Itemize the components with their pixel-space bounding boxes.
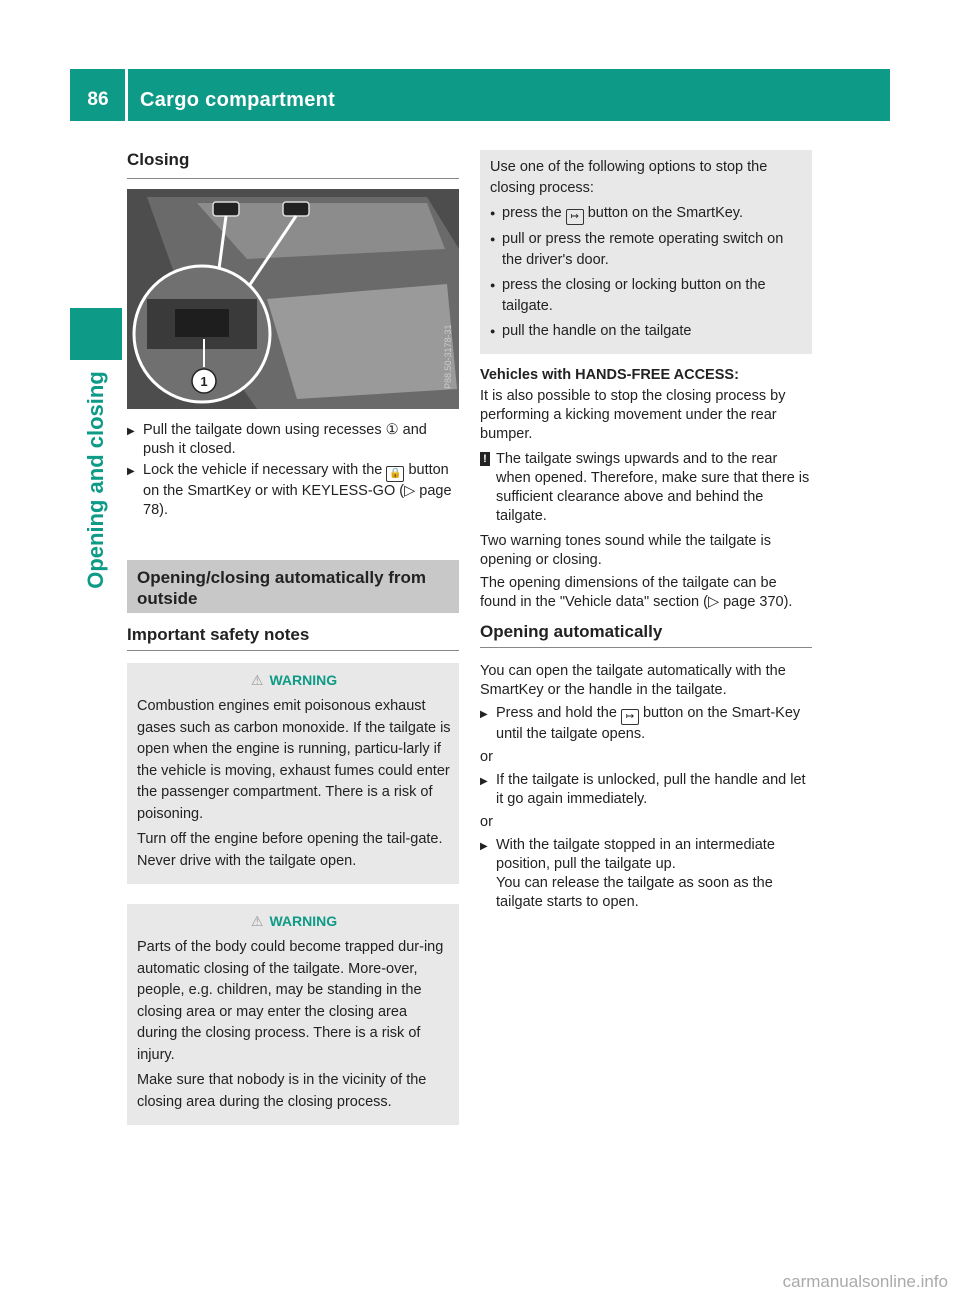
step-pull-tailgate-up: ▶ With the tailgate stopped in an intermediate position, pull the tailgate up. <box>480 836 812 874</box>
image-callout: 1 <box>200 374 208 389</box>
stop-options-box: Use one of the following options to stop the closing process: ● press the ↦ button on the SmartKey. ● pull or press the remote operating switch on the driver's door. ● press the closing or locking button on the tailgate. ● pull the handle on the tailgate <box>480 150 812 354</box>
right-column <box>480 150 812 912</box>
option-smartkey: ● press the ↦ button on the SmartKey. <box>490 203 802 225</box>
or-separator: or <box>480 814 493 830</box>
step-lock-vehicle: ▶ Lock the vehicle if necessary with the 🔒 button on the SmartKey or with KEYLESS-GO (▷ page 78). <box>127 461 459 520</box>
opening-automatically-heading: Opening automatically <box>480 622 812 648</box>
page-title: Cargo compartment <box>140 89 336 111</box>
warning-triangle-icon: ⚠ <box>250 913 264 929</box>
warning-box-2: ⚠ WARNING Parts of the body could become trapped dur-ing automatic closing of the tailgate. More-over, people, e.g. children, may be standing in the closing area or may enter the closing area during the closing process. There is a risk of injury. Make sure that nobody is in the vicinity of the closing area during the closing process. <box>127 904 459 1125</box>
option-remote-switch: ● pull or press the remote operating switch on the driver's door. <box>490 229 802 271</box>
note-clearance: ! The tailgate swings upwards and to the rear when opened. Therefore, make sure that there is sufficient clearance above and behind the tailgate. <box>480 450 812 526</box>
warning-tones-text: Two warning tones sound while the tailgate is opening or closing. <box>480 533 771 568</box>
trunk-key-icon: ↦ <box>566 209 584 225</box>
page-number: 86 <box>87 89 109 110</box>
closing-heading: Closing <box>127 150 459 179</box>
image-code: P88.50-3178-31 <box>443 324 453 389</box>
section-heading: Opening/closing automatically from outside <box>127 560 459 613</box>
exclamation-icon: ! <box>480 452 490 466</box>
left-column <box>127 150 459 1125</box>
step-pull-handle: ▶ If the tailgate is unlocked, pull the handle and let it go again immediately. <box>480 771 812 809</box>
warning-triangle-icon: ⚠ <box>250 672 264 688</box>
hands-free-text: It is also possible to stop the closing process by performing a kicking movement under the rear bumper. <box>480 388 786 442</box>
step-release-note: You can release the tailgate as soon as the tailgate starts to open. <box>496 875 773 910</box>
tailgate-photo <box>127 189 459 409</box>
or-separator: or <box>480 749 493 765</box>
trunk-key-icon: ↦ <box>621 709 639 725</box>
chapter-label: Opening and closing <box>83 371 108 589</box>
open-auto-intro: You can open the tailgate automatically with the SmartKey or the handle in the tailgate. <box>480 663 786 698</box>
step-pull-tailgate: ▶ Pull the tailgate down using recesses ① and push it closed. <box>127 421 459 459</box>
header-divider <box>125 69 128 121</box>
hands-free-heading: Vehicles with HANDS-FREE ACCESS: <box>480 367 739 383</box>
chapter-tab <box>70 308 122 360</box>
option-handle: ● pull the handle on the tailgate <box>490 321 802 342</box>
step-press-hold: ▶ Press and hold the ↦ button on the Smart-Key until the tailgate opens. <box>480 704 812 744</box>
safety-heading: Important safety notes <box>127 625 459 651</box>
option-closing-button: ● press the closing or locking button on the tailgate. <box>490 275 802 317</box>
watermark: carmanualsonline.info <box>782 1272 948 1291</box>
dimensions-text: The opening dimensions of the tailgate can be found in the "Vehicle data" section (▷ page 370). <box>480 575 793 610</box>
warning-box-1: ⚠ WARNING Combustion engines emit poisonous exhaust gases such as carbon monoxide. If the tailgate is open when the engine is running, particu-larly if the vehicle is moving, exhaust fumes could enter the passenger compartment. There is a risk of poisoning. Turn off the engine before opening the tail-gate. Never drive with the tailgate open. <box>127 663 459 884</box>
lock-key-icon: 🔒 <box>386 466 404 482</box>
